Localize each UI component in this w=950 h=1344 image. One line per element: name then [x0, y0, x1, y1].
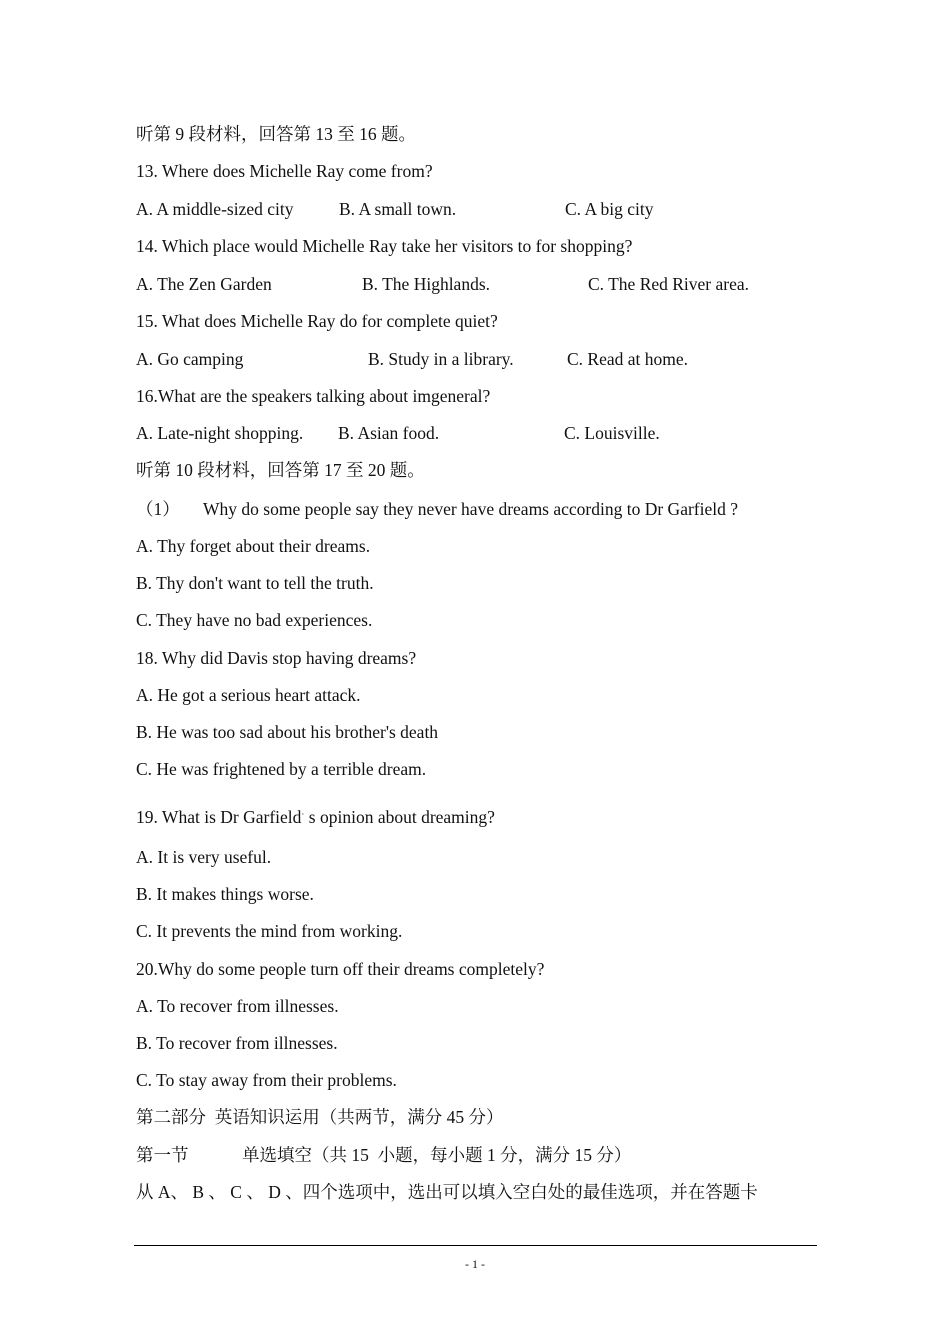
section-1-title: 单选填空（共 15 小题，每小题 1 分，满分 15 分）: [242, 1145, 632, 1165]
question-19-option-b: B. It makes things worse.: [136, 884, 314, 904]
option-b: B. Asian food.: [338, 423, 440, 443]
question-17-option-a: A. Thy forget about their dreams.: [136, 536, 371, 556]
question-19-option-c: C. It prevents the mind from working.: [136, 921, 403, 941]
question-20-option-c: C. To stay away from their problems.: [136, 1070, 397, 1090]
question-13-options: [136, 198, 836, 220]
instruction-text: 从 A、 B 、 C 、 D 、四个选项中，选出可以填入空白处的最佳选项，并在答题卡: [136, 1182, 758, 1202]
question-15-options: [136, 348, 836, 370]
question-20-option-a: A. To recover from illnesses.: [136, 996, 339, 1016]
option-c: C. The Red River area.: [588, 274, 750, 294]
section-10-heading: 听第 10 段材料，回答第 17 至 20 题。: [136, 460, 425, 480]
question-17-option-c: C. They have no bad experiences.: [136, 610, 373, 630]
option-a: A. Late-night shopping.: [136, 423, 304, 443]
question-17-text: Why do some people say they never have dreams according to Dr Garfield ?: [203, 499, 739, 519]
apostrophe-mark: ·: [301, 809, 305, 819]
question-14-options: [136, 273, 836, 295]
question-18-option-a: A. He got a serious heart attack.: [136, 685, 361, 705]
option-c: C. Read at home.: [567, 349, 689, 369]
option-b: B. Study in a library.: [368, 349, 514, 369]
question-19-option-a: A. It is very useful.: [136, 847, 272, 867]
question-16: 16.What are the speakers talking about imgeneral?: [136, 386, 491, 406]
option-a: A. Go camping: [136, 349, 244, 369]
page-number: - 1 -: [465, 1257, 485, 1271]
question-18-option-c: C. He was frightened by a terrible dream.: [136, 759, 427, 779]
footer-rule: [134, 1245, 817, 1246]
question-19-start: 19. What is Dr Garfield: [136, 807, 302, 827]
option-a: A. A middle-sized city: [136, 199, 294, 219]
question-13: 13. Where does Michelle Ray come from?: [136, 161, 433, 181]
question-17-option-b: B. Thy don't want to tell the truth.: [136, 573, 374, 593]
question-17: [136, 498, 836, 520]
section-1-label: 第一节: [136, 1145, 189, 1165]
option-a: A. The Zen Garden: [136, 274, 272, 294]
option-c: C. A big city: [565, 199, 654, 219]
part-2-heading: 第二部分 英语知识运用（共两节，满分 45 分）: [136, 1107, 504, 1127]
question-18: 18. Why did Davis stop having dreams?: [136, 648, 417, 668]
option-b: B. The Highlands.: [362, 274, 491, 294]
question-19: [136, 803, 495, 828]
option-b: B. A small town.: [339, 199, 457, 219]
question-17-number: （1）: [136, 499, 180, 519]
question-20: 20.Why do some people turn off their dreams completely?: [136, 959, 545, 979]
question-15: 15. What does Michelle Ray do for complete quiet?: [136, 311, 498, 331]
section-1-heading: [136, 1144, 836, 1166]
question-14: 14. Which place would Michelle Ray take her visitors to for shopping?: [136, 236, 633, 256]
option-c: C. Louisville.: [564, 423, 660, 443]
question-16-options: [136, 422, 836, 444]
question-19-end: s opinion about dreaming?: [308, 807, 495, 827]
question-20-option-b: B. To recover from illnesses.: [136, 1033, 338, 1053]
section-9-heading: 听第 9 段材料，回答第 13 至 16 题。: [136, 124, 416, 144]
question-18-option-b: B. He was too sad about his brother's death: [136, 722, 439, 742]
